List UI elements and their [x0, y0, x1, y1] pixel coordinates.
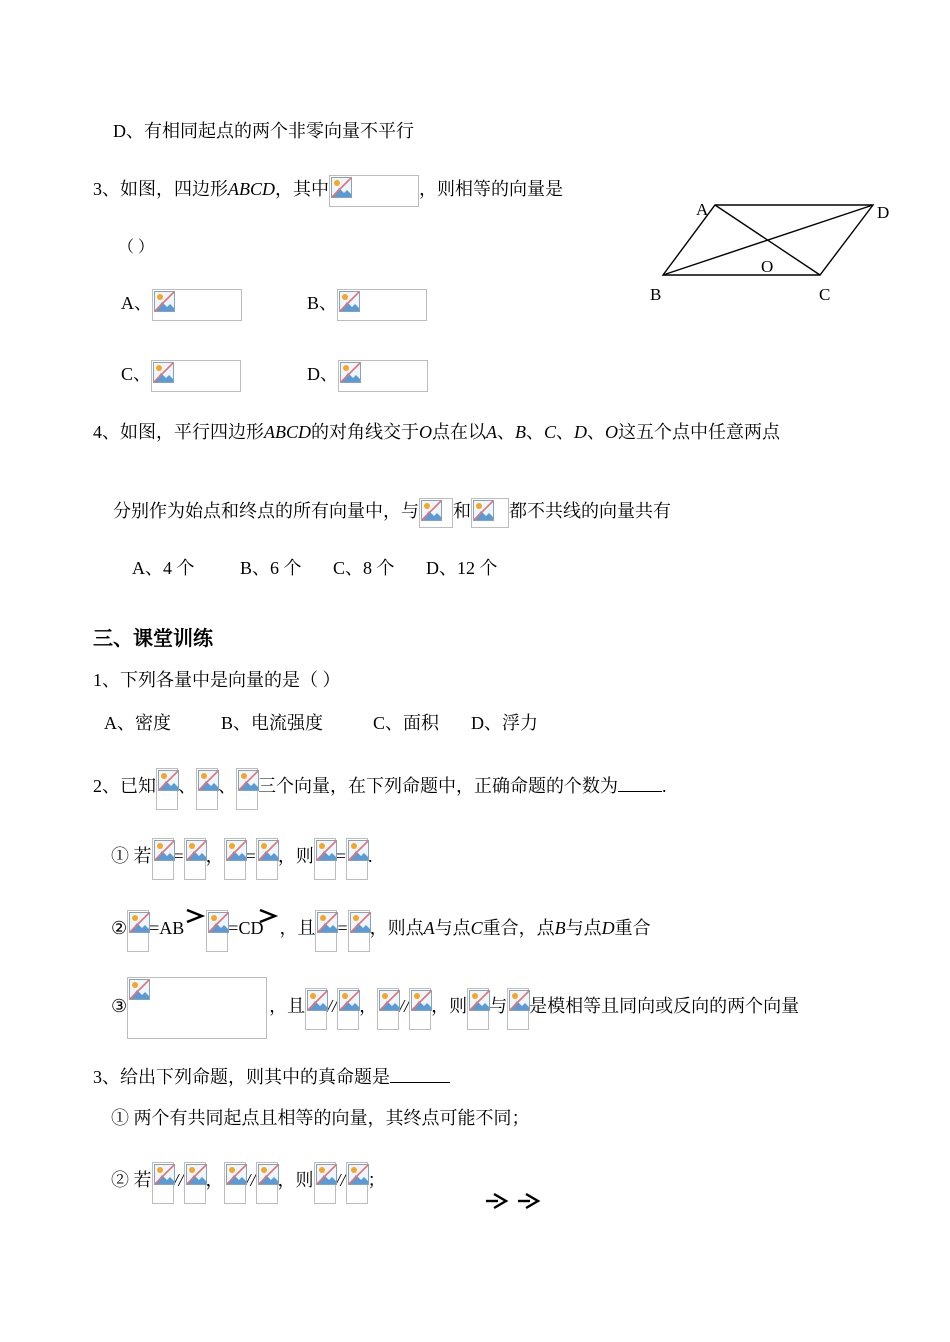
- q4-sep: 、: [497, 422, 515, 442]
- t3-comma: ，: [205, 1170, 224, 1190]
- t2-comma: ，: [277, 846, 296, 866]
- q3-option-b: [307, 289, 427, 321]
- arrow-over-cd-icon: [257, 906, 279, 926]
- q4-vector-2-image-icon: [471, 498, 509, 528]
- q3-option-c: [121, 360, 241, 392]
- q4-d: D: [574, 422, 588, 442]
- point-d-label: D: [877, 203, 890, 222]
- t2-i2-a: ②: [111, 918, 128, 938]
- q4-o: O: [605, 422, 619, 442]
- t2-stem: [93, 768, 667, 810]
- t2-item-2: [111, 910, 651, 952]
- q4-l2b: 和: [453, 501, 471, 522]
- q4-line2: [113, 498, 671, 528]
- t2-i3-condition-image-icon: [127, 977, 267, 1039]
- t2-then: 则: [295, 846, 314, 866]
- t3-par: //: [173, 1170, 184, 1190]
- vector-image-icon: [127, 910, 149, 952]
- t2-i2-pc: C: [470, 918, 483, 938]
- vector-b-image-icon: [196, 768, 218, 810]
- q4-c: C: [544, 422, 557, 442]
- vector-image-icon: [348, 910, 370, 952]
- q4-vector-1-image-icon: [419, 498, 453, 528]
- q3-opt-a-image-icon: [152, 289, 242, 321]
- t1-option-a: A、密度: [104, 713, 171, 733]
- vector-image-icon: [256, 1162, 278, 1204]
- vector-image-icon: [206, 910, 228, 952]
- q4-abcd: ABCD: [264, 422, 311, 442]
- q3-opt-a-label: A、: [121, 293, 152, 314]
- t2-i2-c: 与点: [434, 918, 471, 938]
- t2-stem-end: .: [662, 776, 667, 796]
- vector-a-image-icon: [156, 768, 178, 810]
- t2-eq: =: [337, 918, 348, 938]
- q4-o: O: [419, 422, 432, 442]
- vector-image-icon: [224, 838, 246, 880]
- q3-paren: （ ）: [118, 239, 155, 256]
- t2-i2-d: 重合，点: [482, 918, 555, 938]
- t2-item-3: [111, 975, 799, 1039]
- vector-image-icon: [314, 838, 336, 880]
- double-arrow-icon: [484, 1190, 548, 1212]
- q4-p4: 这五个点中任意两点: [618, 422, 781, 442]
- vector-image-icon: [467, 988, 489, 1030]
- vector-image-icon: [152, 1162, 174, 1204]
- vector-image-icon: [507, 988, 529, 1030]
- q3-suffix: ，则相等的向量是: [419, 179, 563, 200]
- point-o-label: O: [761, 257, 774, 276]
- vector-image-icon: [409, 988, 431, 1030]
- q3-opt-d-label: D、: [307, 364, 338, 385]
- vector-image-icon: [152, 838, 174, 880]
- t2-i3-a: ③: [111, 996, 128, 1016]
- point-a-label: A: [696, 200, 709, 219]
- q3-option-d: [307, 360, 428, 392]
- q4-l2c: 都不共线的向量共有: [509, 501, 671, 522]
- arrow-over-ab-icon: [184, 906, 206, 926]
- t2-i2-pa: A: [423, 918, 435, 938]
- t3-stem-text: 3、给出下列命题，则其中的真命题是: [93, 1067, 390, 1087]
- q4-sep: 、: [556, 422, 575, 442]
- parallelogram-figure: [640, 195, 900, 310]
- vector-image-icon: [305, 988, 327, 1030]
- vector-image-icon: [184, 1162, 206, 1204]
- t2-i2-pb: B: [554, 918, 566, 938]
- vector-image-icon: [184, 838, 206, 880]
- q3-mid: ，其中: [275, 179, 329, 200]
- t3-i2-a: ② 若: [111, 1170, 152, 1190]
- t2-eq: =: [173, 846, 184, 866]
- q3-opt-d-image-icon: [338, 360, 428, 392]
- q4-option-b: B、6 个: [240, 558, 302, 578]
- q3-prefix: 3、如图，四边形: [93, 179, 228, 200]
- vector-c-image-icon: [236, 768, 258, 810]
- t2-i2-b: ，则点: [369, 918, 424, 938]
- t3-item-2: [111, 1162, 386, 1204]
- point-c-label: C: [819, 285, 831, 304]
- q4-option-d: D、12 个: [426, 558, 498, 578]
- q3-option-a: [121, 289, 242, 321]
- point-b-label: B: [650, 285, 662, 304]
- t3-then: 则: [295, 1170, 314, 1190]
- vector-image-icon: [346, 838, 368, 880]
- vector-image-icon: [314, 1162, 336, 1204]
- t2-i2-e: 与点: [565, 918, 602, 938]
- t3-par: //: [245, 1170, 256, 1190]
- t1-option-b: B、电流强度: [221, 713, 324, 733]
- q4-sep: 、: [526, 422, 544, 442]
- q4-option-a: A、4 个: [132, 558, 195, 578]
- vector-image-icon: [337, 988, 359, 1030]
- q4-p1: 4、如图，平行四边形: [93, 422, 264, 442]
- vector-image-icon: [377, 988, 399, 1030]
- q3-condition-image-icon: [329, 175, 419, 207]
- t2-stem-a: 2、已知: [93, 776, 156, 796]
- t3-semi: ；: [367, 1170, 386, 1190]
- t2-i3-and: ，且: [269, 996, 306, 1016]
- t2-i1-a: ① 若: [111, 846, 152, 866]
- q4-p2: 的对角线交于: [311, 422, 419, 442]
- q3-opt-c-image-icon: [151, 360, 241, 392]
- vector-image-icon: [224, 1162, 246, 1204]
- t2-dun: 、: [218, 776, 236, 796]
- q3-opt-b-image-icon: [337, 289, 427, 321]
- q3-opt-c-label: C、: [121, 364, 152, 385]
- q3-abcd: ABCD: [228, 179, 275, 200]
- q4-sep: 、: [587, 422, 606, 442]
- t2-par: //: [327, 996, 338, 1016]
- q4-b: B: [515, 422, 526, 442]
- q3-opt-b-label: B、: [307, 293, 338, 314]
- t2-i2-pd: D: [601, 918, 615, 938]
- t2-yu: 与: [489, 996, 508, 1016]
- answer-blank: [618, 773, 662, 792]
- section-title: 三、课堂训练: [93, 628, 213, 650]
- t2-comma: ，: [359, 996, 378, 1016]
- t2-i2-f: 重合: [614, 918, 651, 938]
- t2-comma: ，: [205, 846, 224, 866]
- t2-eq: =: [245, 846, 256, 866]
- t2-i2-cd: =CD: [228, 918, 264, 938]
- t3-par: //: [335, 1170, 346, 1190]
- t2-stem-b: 三个向量，在下列命题中，正确命题的个数为: [258, 776, 618, 796]
- t2-eq: =: [335, 846, 346, 866]
- vector-image-icon: [346, 1162, 368, 1204]
- q4-a: A: [486, 422, 497, 442]
- t2-par: //: [399, 996, 410, 1016]
- t2-i2-ab: =AB: [149, 918, 185, 938]
- q4-option-c: C、8 个: [333, 558, 395, 578]
- t3-stem: [93, 1064, 450, 1089]
- t2-dun: 、: [178, 776, 196, 796]
- q4-line1: [93, 420, 780, 444]
- vector-image-icon: [256, 838, 278, 880]
- answer-blank: [390, 1064, 450, 1083]
- q3-stem: [93, 175, 563, 207]
- q2-option-d: D、有相同起点的两个非零向量不平行: [113, 121, 414, 141]
- t1-option-c: C、面积: [373, 713, 440, 733]
- vector-image-icon: [315, 910, 337, 952]
- t2-i3-then: ，则: [431, 996, 468, 1016]
- t1-stem: 1、下列各量中是向量的是（ ）: [93, 670, 341, 690]
- t3-comma: ，: [277, 1170, 296, 1190]
- t2-i3-end: 是模相等且同向或反向的两个向量: [529, 996, 800, 1016]
- q4-p3: 点在以: [432, 422, 486, 442]
- t2-item-1: [111, 838, 372, 880]
- t2-period: .: [367, 846, 373, 866]
- t1-option-d: D、浮力: [471, 713, 538, 733]
- t3-item-1: ① 两个有共同起点且相等的向量，其终点可能不同；: [111, 1108, 530, 1128]
- t2-i2-and: ，且: [279, 918, 316, 938]
- q4-l2a: 分别作为始点和终点的所有向量中，与: [113, 501, 419, 522]
